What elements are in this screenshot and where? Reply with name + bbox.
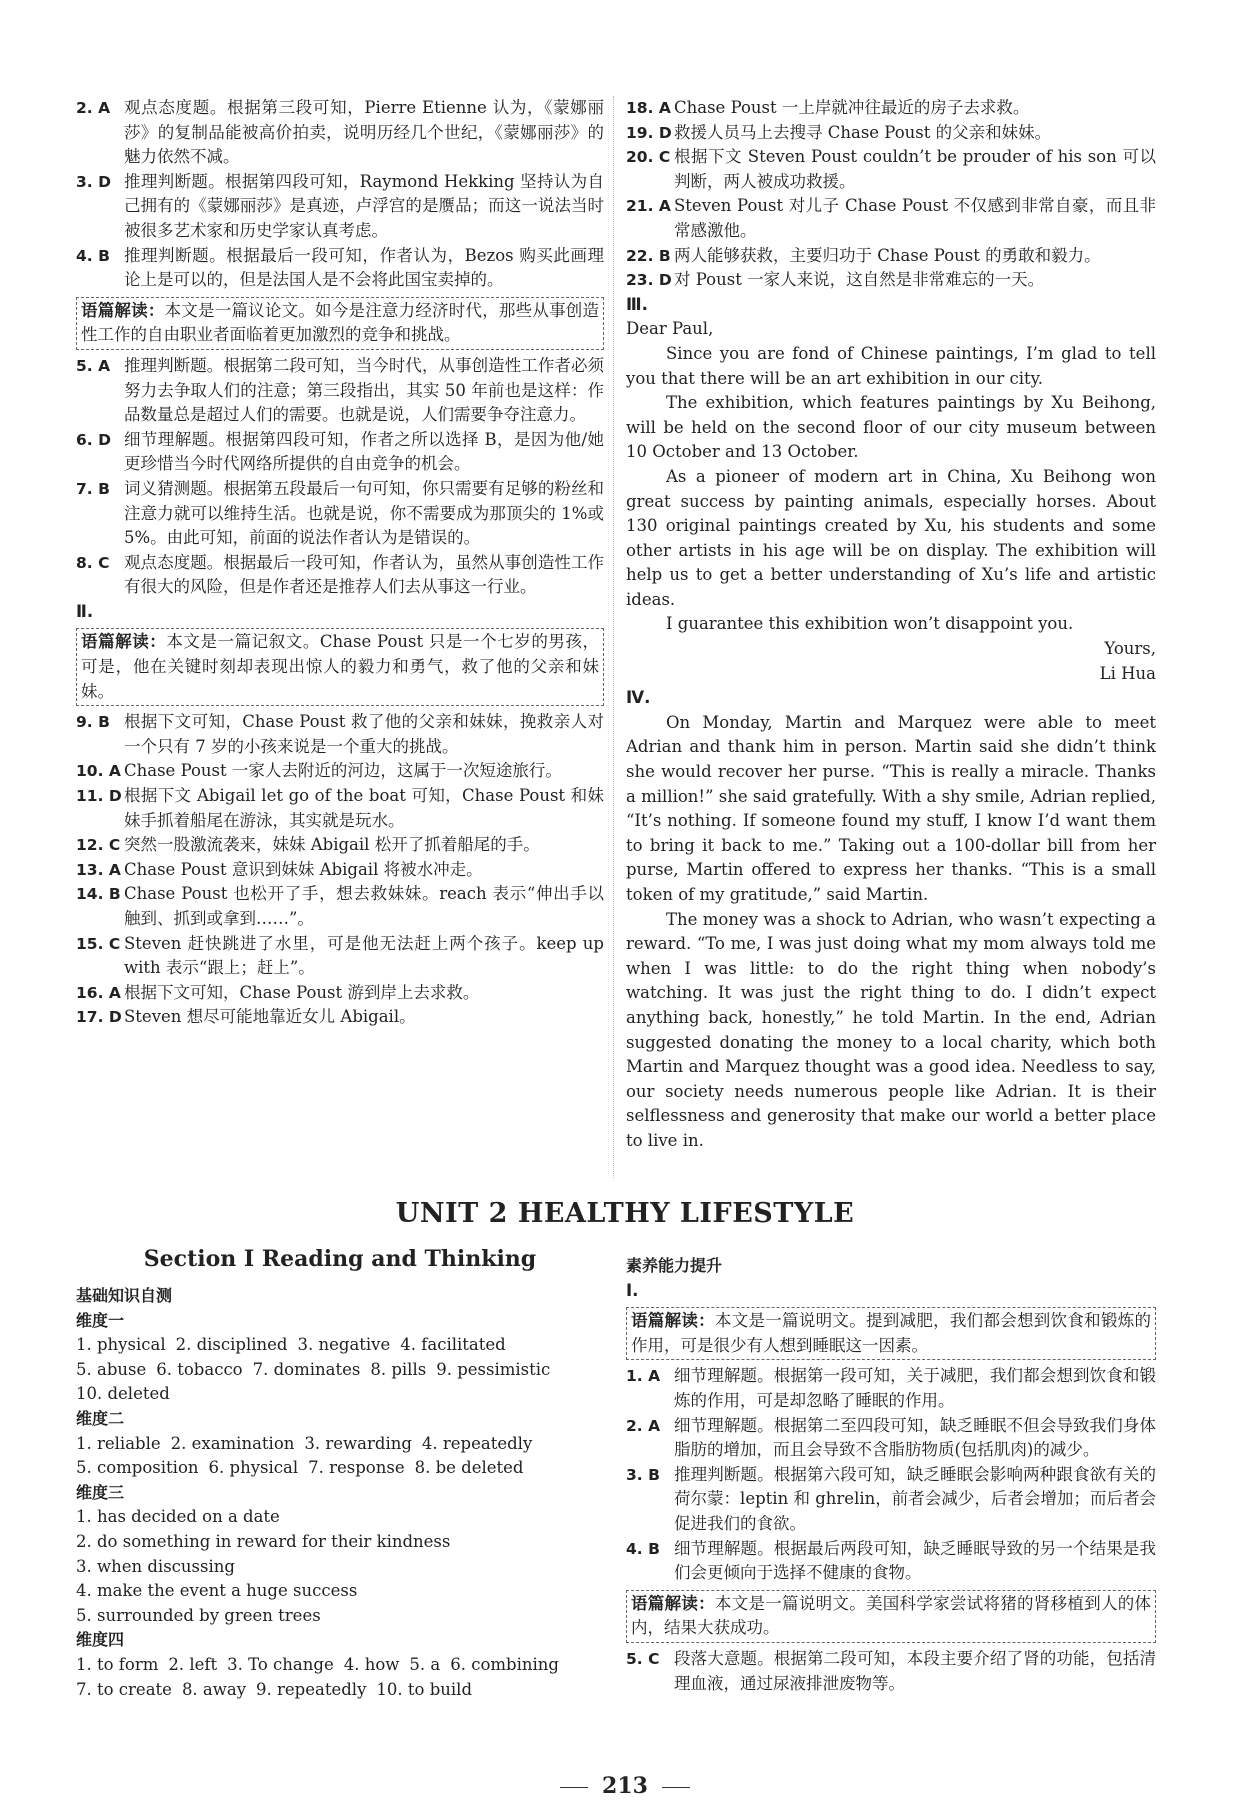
- answer-number: 23. D: [626, 271, 672, 290]
- answer-explanation: 推理判断题。根据第二段可知，当今时代，从事创造性工作者必须努力去争取人们的注意；第三段指出，其实 50 年前也是这样：作品数量总是超过人们的需要。也就是说，人们需要争夺注意力。: [124, 355, 604, 425]
- section-roman-4: Ⅳ.: [626, 688, 651, 708]
- vocab-answer: 1. has decided on a date: [76, 1507, 280, 1527]
- vocab-line: [76, 1505, 604, 1530]
- answer-item: [626, 121, 1156, 146]
- answer-explanation: Chase Poust 一家人去附近的河边，这属于一次短途旅行。: [124, 761, 562, 781]
- answer-explanation: 推理判断题。根据最后一段可知，作者认为，Bezos 购买此画理论上是可以的，但是法国人是不会将此国宝卖掉的。: [124, 245, 604, 290]
- vocab-answer: 7. to create: [76, 1679, 172, 1699]
- writing-letter: [626, 317, 1156, 686]
- section-title: Section Ⅰ Reading and Thinking: [143, 1246, 537, 1272]
- section-roman-1: Ⅰ.: [626, 1280, 639, 1300]
- top-right-column: [626, 96, 1156, 1154]
- answer-number: 12. C: [76, 836, 121, 855]
- section-roman-2: Ⅱ.: [76, 601, 94, 621]
- answer-number: 15. C: [76, 934, 121, 953]
- letter-closing: Yours,: [1104, 639, 1156, 659]
- vocab-answer: 5. a: [409, 1654, 441, 1674]
- passage-analysis-text: 本文是一篇说明文。提到减肥，我们都会想到饮食和锻炼的作用，可是很少有人想到睡眠这一因素。: [631, 1311, 1152, 1355]
- bottom-left-column: [76, 1284, 604, 1702]
- answer-item: [76, 354, 604, 428]
- dimension-heading: 维度二: [76, 1408, 125, 1428]
- vocab-answer: 4. facilitated: [400, 1335, 506, 1355]
- vocab-answer: 5. composition: [76, 1458, 199, 1478]
- vocab-answer: 6. physical: [208, 1458, 299, 1478]
- vocab-answer: 6. tobacco: [156, 1359, 243, 1379]
- letter-paragraph: I guarantee this exhibition won’t disappoint you.: [666, 614, 1074, 634]
- vocab-line: [76, 1382, 604, 1407]
- answer-item: [76, 1005, 604, 1030]
- vocab-answer: 5. abuse: [76, 1359, 147, 1379]
- vocab-answer: 8. pills: [370, 1359, 427, 1379]
- passage-analysis-text: 本文是一篇议论文。如今是注意力经济时代，那些从事创造性工作的自由职业者面临着更加激烈的竞争和挑战。: [81, 300, 600, 345]
- answer-item: [626, 145, 1156, 194]
- vocab-line: [76, 1579, 604, 1604]
- answer-number: 10. A: [76, 762, 121, 781]
- answer-number: 20. C: [626, 148, 671, 167]
- vocab-answer: 2. do something in reward for their kindness: [76, 1531, 451, 1551]
- vocab-answer: 4. repeatedly: [421, 1433, 533, 1453]
- answer-number: 21. A: [626, 197, 671, 216]
- passage-analysis-text: 本文是一篇说明文。美国科学家尝试将猪的肾移植到人的体内，结果大获成功。: [631, 1593, 1152, 1638]
- top-left-column: [76, 96, 604, 1030]
- answer-explanation: Steven 想尽可能地靠近女儿 Abigail。: [124, 1007, 416, 1027]
- vocab-answer: 3. when discussing: [76, 1556, 235, 1576]
- passage-analysis-label: 语篇解读：: [631, 1311, 715, 1331]
- answer-number: 3. D: [76, 172, 111, 191]
- answer-number: 16. A: [76, 983, 121, 1002]
- answer-item: [626, 268, 1156, 293]
- answer-number: 1. A: [626, 1367, 661, 1386]
- answer-item: [76, 833, 604, 858]
- answer-explanation: Steven 赶快跳进了水里，可是他无法赶上两个孩子。keep up with 表示“跟上；赶上”。: [124, 933, 604, 978]
- column-divider: [613, 96, 614, 1178]
- vocab-answer: 7. dominates: [252, 1359, 361, 1379]
- answer-number: 18. A: [626, 99, 671, 117]
- answer-number: 7. B: [76, 479, 110, 498]
- answer-number: 5. C: [626, 1649, 660, 1668]
- answer-explanation: 根据下文可知，Chase Poust 救了他的父亲和妹妹，挽救亲人对一个只有 7 岁的小孩来说是一个重大的挑战。: [124, 712, 604, 756]
- vocab-answer: 1. to form: [76, 1654, 159, 1674]
- answer-explanation: 观点态度题。根据第三段可知，Pierre Etienne 认为，《蒙娜丽莎》的复制品能被高价拍卖，说明历经几个世纪，《蒙娜丽莎》的魅力依然不减。: [124, 98, 604, 167]
- answer-number: 3. B: [626, 1465, 660, 1484]
- answer-number: 14. B: [76, 885, 121, 904]
- answer-item: [76, 428, 604, 477]
- vocab-answer: 1. reliable: [76, 1433, 161, 1453]
- passage-analysis-label: 语篇解读：: [81, 300, 165, 320]
- vocab-answer: 8. be deleted: [414, 1458, 524, 1478]
- passage-analysis-box: [626, 1307, 1156, 1360]
- vocab-answer: 10. to build: [376, 1679, 473, 1699]
- answer-number: 17. D: [76, 1008, 122, 1027]
- section-roman-3: Ⅲ.: [626, 294, 648, 314]
- answer-explanation: 段落大意题。根据第二段可知，本段主要介绍了肾的功能，包括清理血液，通过尿液排泄废物等。: [674, 1648, 1156, 1693]
- answer-item: [76, 858, 604, 883]
- passage-analysis-label: 语篇解读：: [631, 1593, 715, 1613]
- answer-number: 2. A: [76, 99, 111, 117]
- answer-explanation: 细节理解题。根据最后两段可知，缺乏睡眠导致的另一个结果是我们会更倾向于选择不健康的食物。: [674, 1538, 1156, 1583]
- vocab-line: [76, 1678, 604, 1703]
- vocab-answer: 8. away: [181, 1679, 247, 1699]
- answer-item: [76, 882, 604, 931]
- answer-explanation: 突然一股激流袭来，妹妹 Abigail 松开了抓着船尾的手。: [124, 835, 540, 855]
- vocab-answer: 5. surrounded by green trees: [76, 1605, 321, 1625]
- dimension-heading: 维度三: [76, 1482, 125, 1502]
- answer-explanation: Chase Poust 一上岸就冲往最近的房子去求救。: [674, 98, 1030, 117]
- answer-explanation: 推理判断题。根据第四段可知，Raymond Hekking 坚持认为自己拥有的《蒙娜丽莎》是真迹，卢浮宫的是赝品；而这一说法当时被很多艺术家和历史学家认真考虑。: [124, 171, 604, 240]
- answer-item: [76, 784, 604, 833]
- passage-analysis-box: [626, 1590, 1156, 1643]
- answer-explanation: 观点态度题。根据最后一段可知，作者认为，虽然从事创造性工作有很大的风险，但是作者还是推荐人们去从事这一行业。: [124, 552, 604, 597]
- vocab-answer: 3. rewarding: [304, 1433, 412, 1453]
- vocab-line: [76, 1456, 604, 1481]
- vocab-line: [76, 1358, 604, 1383]
- answer-number: 2. A: [626, 1416, 661, 1435]
- answer-number: 19. D: [626, 123, 672, 142]
- answer-explanation: Chase Poust 意识到妹妹 Abigail 将被水冲走。: [124, 859, 483, 879]
- answer-explanation: 推理判断题。根据第六段可知，缺乏睡眠会影响两种跟食欲有关的荷尔蒙：leptin 和 ghrelin，前者会减少，后者会增加；而后者会促进我们的食欲。: [674, 1464, 1156, 1533]
- vocab-line: [76, 1555, 604, 1580]
- vocab-answer: 9. repeatedly: [256, 1679, 367, 1699]
- unit-title: UNIT 2 HEALTHY LIFESTYLE: [395, 1198, 855, 1229]
- answer-explanation: 两人能够获救，主要归功于 Chase Poust 的勇敢和毅力。: [674, 245, 1101, 265]
- vocab-answer: 1. physical: [76, 1335, 166, 1355]
- dimension-heading: 维度一: [76, 1310, 125, 1330]
- page-number: 213: [0, 1773, 1250, 1799]
- answer-item: [76, 710, 604, 759]
- vocab-answer: 2. disciplined: [175, 1335, 288, 1355]
- answer-item: [76, 932, 604, 981]
- answer-explanation: 词义猜测题。根据第五段最后一句可知，你只需要有足够的粉丝和注意力就可以维持生活。也就是说，你不需要成为那顶尖的 1%或 5%。由此可知，前面的说法作者认为是错误的。: [124, 478, 604, 548]
- letter-paragraph: Since you are fond of Chinese paintings, I’m glad to tell you that there will be an art exhibition in our city.: [626, 343, 1156, 388]
- passage-analysis-box: [76, 297, 604, 350]
- answer-number: 8. C: [76, 553, 110, 572]
- answer-number: 9. B: [76, 713, 110, 732]
- vocab-answer: 6. combining: [450, 1654, 559, 1674]
- vocab-line: [76, 1604, 604, 1629]
- answer-explanation: 根据下文 Abigail let go of the boat 可知，Chase Poust 和妹妹手抓着船尾在游泳，其实就是玩水。: [124, 786, 604, 830]
- answer-item: [626, 1537, 1156, 1586]
- dimension-heading: 维度四: [76, 1630, 125, 1650]
- answer-item: [76, 477, 604, 551]
- answer-item: [626, 1463, 1156, 1537]
- answer-item: [626, 194, 1156, 243]
- vocab-answer: 3. negative: [297, 1335, 391, 1355]
- vocab-line: [76, 1653, 604, 1678]
- answer-item: [76, 96, 604, 170]
- answer-explanation: 细节理解题。根据第一段可知，关于减肥，我们都会想到饮食和锻炼的作用，可是却忽略了睡眠的作用。: [674, 1366, 1156, 1410]
- answer-item: [626, 244, 1156, 269]
- answer-item: [626, 1414, 1156, 1463]
- vocab-answer: 2. left: [168, 1654, 218, 1674]
- basic-knowledge-heading: 基础知识自测: [76, 1286, 173, 1305]
- answer-explanation: 细节理解题。根据第四段可知，作者之所以选择 B，是因为他/她更珍惜当今时代网络所提供的自由竞争的机会。: [124, 429, 604, 474]
- answer-explanation: 对 Poust 一家人来说，这自然是非常难忘的一天。: [674, 270, 1045, 290]
- vocab-answer: 2. examination: [170, 1433, 295, 1453]
- answer-explanation: 根据下文可知，Chase Poust 游到岸上去求救。: [124, 982, 480, 1002]
- ability-heading: 素养能力提升: [626, 1256, 723, 1275]
- vocab-line: [76, 1432, 604, 1457]
- story-paragraph: On Monday, Martin and Marquez were able to meet Adrian and thank him in person. Martin said she didn’t think she would recover her purse. “This is really a miracle. Thanks a million!” she said gratefully. With a shy smile, Adrian replied, “It’s nothing. If someone found my stuff, I know I’d want them to bring it back to me.” Taking out a 100-dollar bill from her purse, Martin offered to express her thanks. “This is a small token of my gratitude,” said Martin.: [626, 712, 1156, 904]
- answer-number: 22. B: [626, 246, 671, 265]
- letter-signature: Li Hua: [1099, 663, 1156, 683]
- continuation-story: [626, 711, 1156, 1154]
- answer-number: 5. A: [76, 356, 111, 375]
- letter-paragraph: As a pioneer of modern art in China, Xu Beihong won great success by painting animals, especially horses. About 130 original paintings created by Xu, his students and some other artists in his age will be on display. The exhibition will help us to get a better understanding of Xu’s life and artistic ideas.: [626, 466, 1156, 609]
- answer-explanation: 细节理解题。根据第二至四段可知，缺乏睡眠不但会导致我们身体脂肪的增加，而且会导致不含脂肪物质(包括肌肉)的减少。: [674, 1415, 1156, 1460]
- passage-analysis-text: 本文是一篇记叙文。Chase Poust 只是一个七岁的男孩，可是，他在关键时刻却表现出惊人的毅力和勇气，救了他的父亲和妹妹。: [81, 632, 600, 701]
- vocab-answer: 9. pessimistic: [436, 1359, 551, 1379]
- answer-explanation: Steven Poust 对儿子 Chase Poust 不仅感到非常自豪，而且非常感激他。: [674, 196, 1156, 240]
- vocab-answer: 4. make the event a huge success: [76, 1581, 358, 1601]
- answer-explanation: Chase Poust 也松开了手，想去救妹妹。reach 表示“伸出手以触到、抓到或拿到……”。: [124, 884, 604, 928]
- answer-item: [626, 1647, 1156, 1696]
- passage-analysis-box: [76, 628, 604, 706]
- answer-number: 13. A: [76, 860, 121, 879]
- letter-paragraph: The exhibition, which features paintings by Xu Beihong, will be held on the second floor of our city museum between 10 October and 13 October.: [626, 393, 1156, 462]
- answer-number: 4. B: [626, 1539, 660, 1558]
- answer-item: [626, 96, 1156, 121]
- answer-number: 4. B: [76, 246, 110, 265]
- answer-number: 6. D: [76, 430, 111, 449]
- answer-item: [76, 981, 604, 1006]
- answer-item: [76, 759, 604, 784]
- vocab-line: [76, 1530, 604, 1555]
- vocab-answer: 3. To change: [227, 1654, 334, 1674]
- vocab-answer: 10. deleted: [76, 1384, 170, 1404]
- answer-number: 11. D: [76, 787, 122, 806]
- answer-item: [76, 551, 604, 600]
- answer-item: [626, 1364, 1156, 1413]
- bottom-right-column: [626, 1254, 1156, 1696]
- vocab-line: [76, 1333, 604, 1358]
- answer-item: [76, 244, 604, 293]
- vocab-answer: 4. how: [343, 1654, 400, 1674]
- vocab-answer: 7. response: [308, 1458, 405, 1478]
- answer-explanation: 根据下文 Steven Poust couldn’t be prouder of his son 可以判断，两人被成功救援。: [674, 147, 1156, 191]
- answer-explanation: 救援人员马上去搜寻 Chase Poust 的父亲和妹妹。: [674, 122, 1052, 142]
- passage-analysis-label: 语篇解读：: [81, 632, 167, 652]
- answer-item: [76, 170, 604, 244]
- story-paragraph: The money was a shock to Adrian, who wasn’t expecting a reward. “To me, I was just doing what my mom always told me when I was little: to do the right thing when nobody’s watching. It was just the right thing to do. I didn’t expect anything back, honestly,” he told Martin. In the end, Adrian suggested donating the money to a local charity, which both Martin and Marquez thought was a good idea. Needless to say, our society needs numerous people like Adrian. It is their selflessness and generosity that make our world a better place to live in.: [626, 909, 1156, 1150]
- letter-greeting: Dear Paul,: [626, 319, 714, 339]
